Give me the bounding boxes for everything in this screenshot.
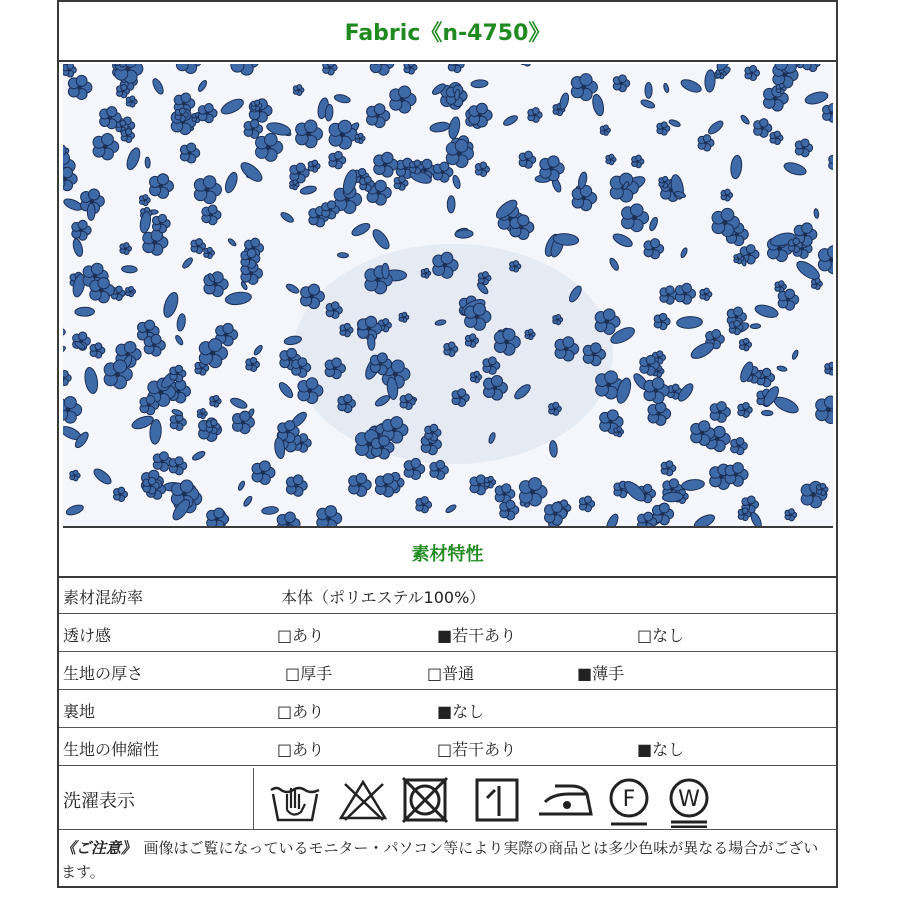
option-value: ■薄手 [577, 664, 625, 683]
option-value: □あり [277, 740, 325, 759]
flower-motif [227, 238, 237, 247]
flower-motif [710, 402, 730, 423]
flower-motif [692, 512, 716, 526]
option-value: □普通 [427, 664, 475, 683]
flower-motif [238, 159, 265, 184]
flower-motif [204, 247, 215, 258]
page-title: Fabric《n-4750》 [59, 2, 836, 62]
flower-motif [640, 98, 656, 109]
flower-motif [795, 139, 812, 157]
flower-motif [72, 220, 91, 240]
flower-motif [349, 473, 372, 496]
flower-motif [818, 246, 833, 274]
row-lining [59, 692, 836, 728]
flower-motif [63, 145, 66, 155]
flower-motif [219, 96, 246, 117]
flower-motif [445, 503, 457, 514]
flower-motif [246, 357, 260, 371]
flower-motif [152, 214, 170, 232]
flower-motif [814, 208, 820, 218]
flower-motif [823, 103, 833, 122]
flower-motif [93, 134, 119, 160]
flower-motif [803, 64, 820, 72]
flower-motif [706, 119, 725, 136]
flower-motif [452, 175, 462, 190]
option-value: ■なし [637, 740, 685, 759]
section-title: 素材特性 [59, 530, 836, 578]
wet-clean-w-icon [665, 776, 713, 828]
flower-motif [126, 286, 136, 296]
flower-motif [293, 85, 304, 96]
flower-motif [150, 174, 174, 199]
flower-motif [370, 64, 394, 75]
flower-motif [595, 309, 620, 335]
divider [253, 768, 254, 829]
flower-motif [197, 409, 207, 419]
flower-motif [698, 135, 714, 151]
flower-motif [740, 114, 751, 125]
flower-motif [169, 457, 187, 475]
flower-motif [613, 75, 629, 92]
flower-motif [661, 461, 676, 476]
no-bleach-icon [337, 776, 389, 824]
flower-motif [253, 344, 264, 356]
flower-motif [572, 185, 597, 210]
flower-motif [783, 160, 808, 177]
flower-motif [355, 133, 365, 143]
flower-motif [242, 495, 253, 507]
flower-motif [738, 403, 752, 418]
row-thickness [59, 654, 836, 690]
flower-motif [244, 119, 262, 138]
flower-motif [614, 427, 624, 437]
spec-sheet [57, 0, 838, 888]
flower-motif [730, 155, 743, 179]
flower-motif [416, 497, 432, 513]
flower-motif [785, 509, 797, 521]
flower-motif [825, 362, 833, 375]
flower-motif [475, 162, 489, 177]
row-label: 生地の厚さ [63, 664, 144, 683]
flower-motif [374, 152, 398, 177]
option-value: □あり [277, 702, 325, 721]
flower-motif [63, 397, 82, 424]
flower-motif [70, 470, 80, 481]
flower-motif [176, 313, 187, 331]
flower-motif [745, 65, 760, 80]
flower-motif [143, 230, 168, 256]
flower-motif [296, 120, 323, 148]
flower-motif [778, 289, 799, 310]
flower-motif [350, 221, 372, 238]
flower-motif [337, 252, 348, 258]
flower-motif [579, 496, 594, 512]
flower-motif [202, 205, 221, 225]
flower-motif [775, 281, 786, 293]
flower-motif [654, 313, 670, 329]
flower-motif [731, 437, 748, 454]
flower-motif [90, 277, 115, 302]
option-value: □なし [637, 626, 685, 645]
flower-motif [308, 160, 320, 172]
flower-motif [549, 440, 558, 457]
flower-motif [721, 189, 733, 201]
flower-motif [204, 272, 228, 297]
flower-motif [300, 185, 318, 196]
flower-motif [87, 203, 95, 220]
notice [61, 836, 831, 884]
flower-motif [528, 108, 542, 123]
flower-motif [65, 503, 85, 517]
flower-motif [370, 227, 392, 251]
flower-motif [124, 146, 142, 171]
flower-motif [510, 215, 534, 240]
flower-motif [63, 167, 77, 190]
flower-motif [829, 154, 833, 172]
fabric-photo [63, 64, 833, 528]
flower-motif [210, 395, 221, 407]
option-value: ■若干あり [437, 626, 517, 645]
flower-motif [63, 326, 65, 339]
flower-motif [644, 378, 669, 404]
flower-motif [170, 365, 186, 382]
flower-motif [433, 162, 453, 182]
flower-motif [558, 92, 570, 110]
flower-motif [115, 64, 143, 83]
flower-motif [777, 365, 788, 372]
flower-motif [754, 303, 780, 320]
dry-clean-f-icon [605, 776, 653, 828]
flower-motif [256, 133, 283, 161]
flower-motif [484, 476, 495, 488]
flower-motif [447, 116, 461, 140]
flower-motif [804, 90, 829, 106]
row-label: 透け感 [63, 626, 112, 645]
flower-motif [229, 396, 248, 410]
flower-motif [704, 70, 715, 93]
flower-motif [791, 349, 799, 360]
flower-motif [689, 340, 716, 362]
care-row [59, 768, 836, 830]
flower-motif [680, 247, 688, 258]
flower-motif [341, 168, 359, 196]
flower-motif [121, 129, 134, 143]
hand-wash-icon [267, 776, 323, 824]
flower-motif [660, 286, 678, 304]
flower-motif [749, 511, 764, 526]
flower-motif [317, 506, 342, 526]
no-tumble-dry-icon [399, 776, 451, 824]
option-value: ■なし [437, 702, 485, 721]
flower-motif [754, 119, 772, 138]
flower-motif [657, 122, 670, 135]
flower-motif [334, 93, 351, 104]
flower-motif [644, 239, 664, 259]
option-value: 本体（ポリエステル100%） [281, 588, 486, 607]
flower-motif [681, 478, 705, 491]
flower-motif [668, 119, 681, 128]
flower-motif [68, 75, 92, 99]
flower-motif [761, 410, 772, 416]
flower-motif [367, 334, 375, 350]
flower-motif [114, 487, 128, 501]
notice-heading: 《ご注意》 [61, 839, 129, 857]
flower-motif [277, 380, 295, 399]
flower-motif [231, 64, 259, 75]
flower-motif [279, 211, 295, 224]
flower-motif [448, 64, 464, 73]
row-blend [59, 578, 836, 614]
flower-motif [645, 82, 652, 98]
letter-f: F [622, 787, 636, 812]
flower-motif [194, 176, 221, 204]
flower-motif [126, 96, 137, 107]
flower-motif [237, 480, 246, 491]
care-label: 洗濯表示 [63, 791, 135, 812]
flower-motif [390, 86, 416, 113]
row-label: 裏地 [63, 702, 96, 721]
flower-motif [121, 265, 137, 273]
option-value: □あり [277, 626, 325, 645]
flower-motif [447, 196, 455, 213]
line-dry-icon [473, 776, 521, 824]
flower-motif [611, 231, 634, 249]
flower-motif [90, 343, 105, 358]
flower-motif [176, 64, 201, 73]
flower-motif [502, 114, 519, 128]
flower-motif [500, 500, 519, 520]
flower-motif [63, 370, 71, 385]
flower-motif [63, 64, 76, 77]
flower-motif [63, 345, 67, 355]
flower-motif [139, 195, 150, 206]
flower-motif [632, 155, 644, 168]
flower-motif [290, 163, 309, 183]
flower-motif [261, 506, 278, 515]
flower-motif [404, 64, 417, 74]
flower-motif [225, 291, 253, 306]
flower-motif [180, 143, 199, 163]
flower-motif [323, 64, 337, 75]
flower-motif [519, 478, 547, 506]
flower-motif [471, 79, 488, 88]
flower-motif [83, 366, 99, 394]
flower-motif [191, 450, 206, 462]
option-value: □若干あり [437, 740, 517, 759]
flower-motif [519, 151, 536, 168]
flower-motif [367, 104, 390, 128]
flower-motif [286, 475, 307, 496]
flower-motif [605, 513, 621, 526]
flower-motif [75, 307, 95, 316]
flower-motif [223, 171, 239, 194]
flower-motif [144, 334, 165, 356]
flower-motif [663, 83, 670, 93]
flower-motif [120, 243, 132, 255]
flower-motif [285, 282, 300, 294]
row-label: 生地の伸縮性 [63, 740, 160, 759]
flower-motif [648, 216, 659, 231]
flower-motif [277, 512, 300, 526]
flower-motif [816, 396, 833, 424]
option-value: □厚手 [285, 664, 333, 683]
flower-motif [540, 156, 564, 181]
flower-motif [739, 338, 751, 350]
flower-motif [622, 204, 649, 232]
flower-motif [608, 257, 620, 272]
flower-motif [811, 278, 822, 289]
flower-motif [145, 157, 151, 168]
flower-motif [676, 316, 702, 329]
notice-text: 画像はご覧になっているモニター・パソコン等により実際の商品とは多少色味が異なる場合がございます。 [61, 839, 819, 881]
row-sheerness [59, 616, 836, 652]
letter-w: W [678, 787, 700, 812]
flower-motif [725, 463, 748, 487]
flower-motif [181, 256, 194, 269]
flower-motif [700, 288, 712, 300]
flower-motif [170, 414, 186, 431]
flower-motif [207, 508, 229, 526]
flower-motif [750, 324, 761, 329]
flower-motif [329, 151, 346, 168]
flower-motif [770, 131, 783, 144]
flower-motif [198, 104, 217, 123]
flower-motif [606, 154, 616, 164]
flower-motif [648, 402, 671, 425]
iron-low-icon [535, 776, 595, 824]
flower-motif [151, 77, 165, 95]
flower-motif [197, 79, 208, 92]
flower-motif [469, 103, 492, 127]
flower-motif [252, 461, 275, 485]
flower-motif [429, 121, 450, 133]
row-stretch [59, 730, 836, 766]
row-label: 素材混紡率 [63, 588, 144, 607]
flower-motif [600, 125, 610, 135]
flower-motif [92, 466, 114, 486]
flower-motif [382, 263, 390, 279]
flower-motif [161, 291, 181, 319]
flower-motif [679, 77, 703, 94]
flower-motif [174, 334, 184, 346]
flower-motif [591, 93, 605, 116]
flower-motif [520, 64, 533, 66]
flower-motif [675, 283, 695, 304]
